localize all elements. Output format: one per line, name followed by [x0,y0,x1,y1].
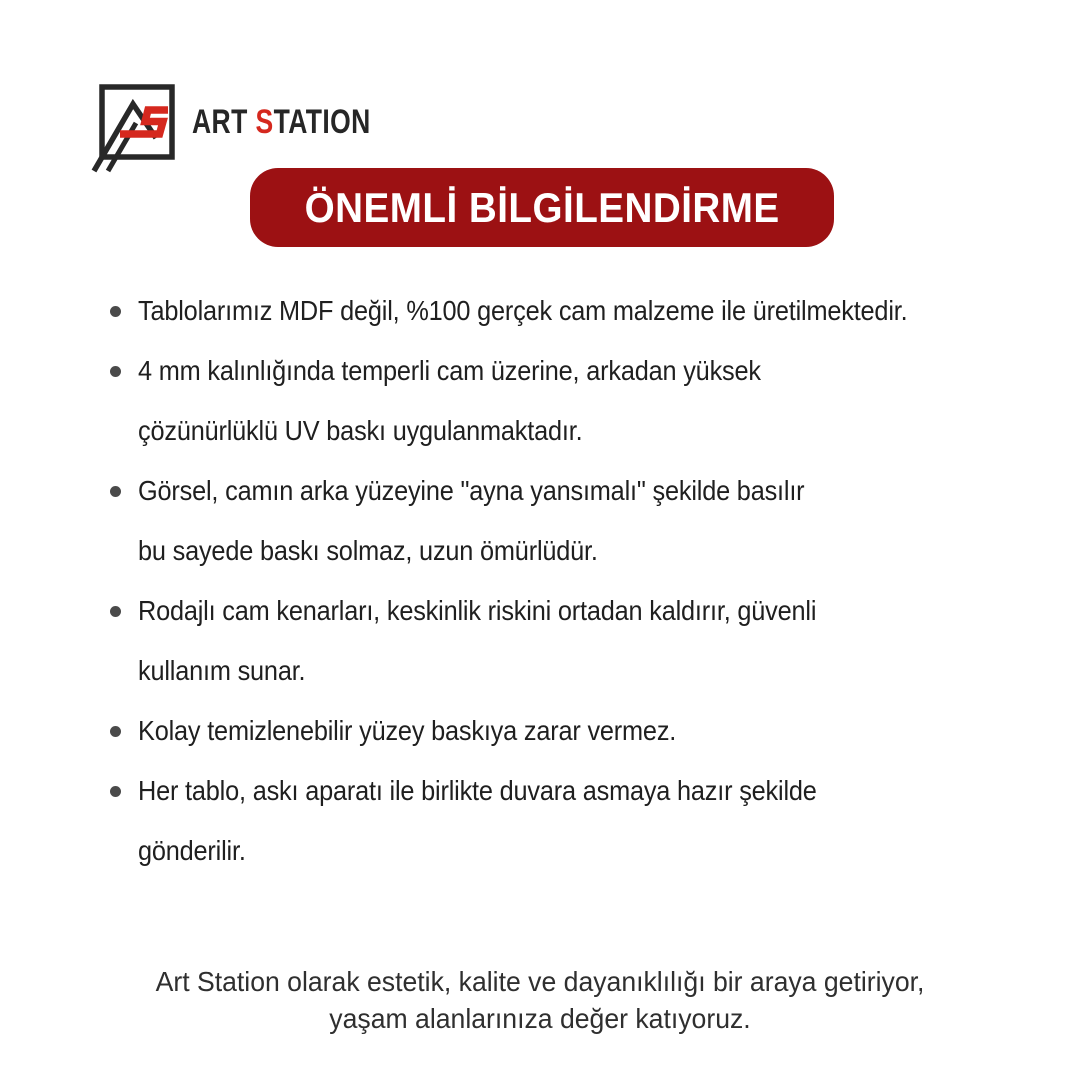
list-item-line: Her tablo, askı aparatı ile birlikte duvara asmaya hazır şekilde [138,775,817,806]
list-item-text [138,341,761,461]
banner-title: ÖNEMLİ BİLGİLENDİRME [304,183,780,231]
footer-line: yaşam alanlarınıza değer katıyoruz. [329,1003,751,1034]
brand-wordmark [192,103,371,142]
footer-line: Art Station olarak estetik, kalite ve dayanıklılığı bir araya getiriyor, [155,966,925,997]
list-item-text [138,281,907,341]
as-logo-icon [98,83,176,161]
list-item-line: bu sayede baskı solmaz, uzun ömürlüdür. [138,535,598,566]
list-item-line: 4 mm kalınlığında temperli cam üzerine, arkadan yüksek [138,355,761,386]
list-item [110,281,974,341]
list-item [110,581,974,701]
list-item-line: kullanım sunar. [138,655,306,686]
list-item-line: Rodajlı cam kenarları, keskinlik riskini ortadan kaldırır, güvenli [138,595,817,626]
list-item [110,761,974,881]
wordmark-accent-letter: S [255,102,274,141]
wordmark-suffix: TATION [273,102,371,141]
bullet-icon [110,306,121,317]
list-item [110,701,974,761]
bullet-icon [110,786,121,797]
list-item-line: çözünürlüklü UV baskı uygulanmaktadır. [138,415,583,446]
list-item-text [138,461,804,581]
list-item-line: gönderilir. [138,835,246,866]
list-item [110,341,974,461]
brand-header [98,83,421,161]
info-list [110,281,974,881]
bullet-icon [110,486,121,497]
bullet-icon [110,366,121,377]
bullet-icon [110,726,121,737]
important-info-banner [250,168,834,247]
list-item-line: Kolay temizlenebilir yüzey baskıya zarar vermez. [138,715,677,746]
list-item-line: Tablolarımız MDF değil, %100 gerçek cam malzeme ile üretilmektedir. [138,295,908,326]
bullet-icon [110,606,121,617]
wordmark-prefix: ART [192,102,248,141]
list-item-text [138,581,816,701]
list-item-text [138,701,676,761]
footer-tagline [0,963,1080,1037]
list-item [110,461,974,581]
list-item-text [138,761,817,881]
list-item-line: Görsel, camın arka yüzeyine "ayna yansımalı" şekilde basılır [138,475,805,506]
